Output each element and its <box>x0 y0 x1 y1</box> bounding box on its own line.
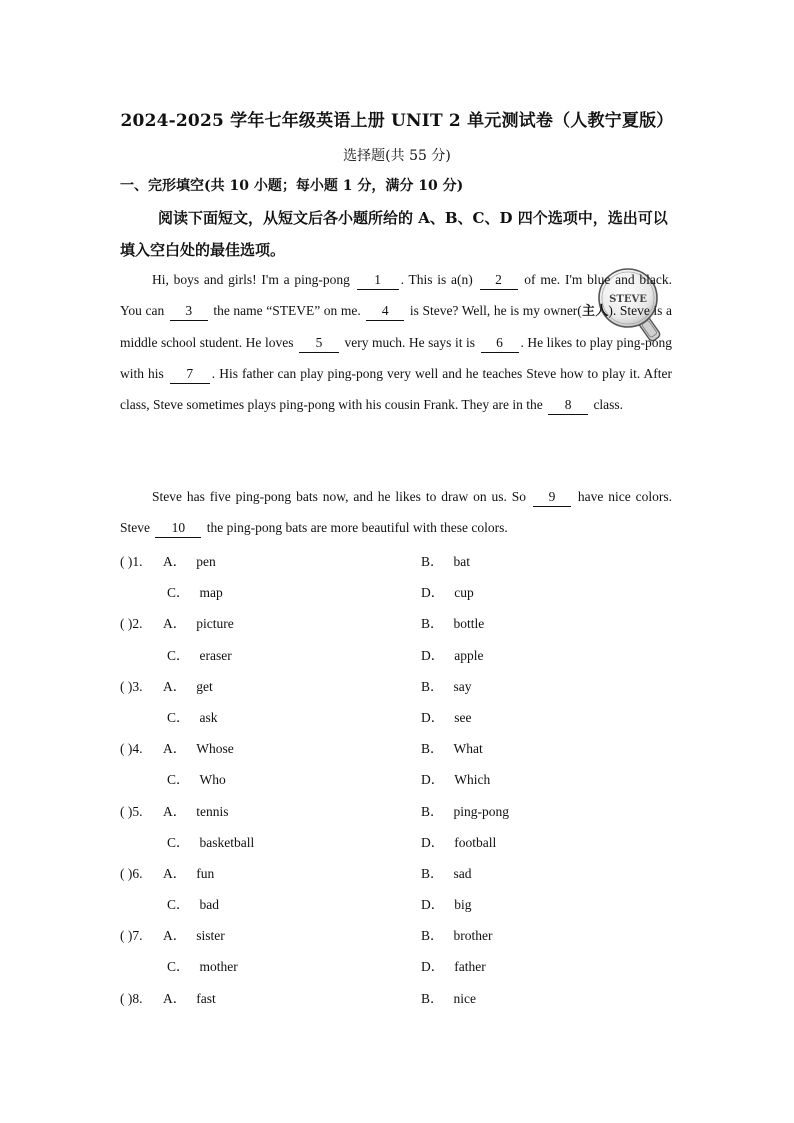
passage-text: Hi, boys and girls! I'm a ping-pong <box>152 272 355 287</box>
passage-text: is Steve? Well, he is my owner( <box>406 303 582 318</box>
option-c[interactable] <box>167 640 232 671</box>
option-text: picture <box>196 616 234 632</box>
option-text: apple <box>454 647 484 663</box>
option-text: say <box>453 678 472 694</box>
passage-text: ). Steve is a middle school student. He loves <box>120 303 672 350</box>
option-label: D． <box>421 709 445 725</box>
option-label: A． <box>163 678 187 694</box>
option-label: D． <box>421 585 445 601</box>
blank-9: 9 <box>533 488 571 507</box>
option-label: B． <box>421 741 444 757</box>
option-b[interactable] <box>421 858 472 889</box>
option-text: tennis <box>196 803 229 819</box>
option-b[interactable] <box>421 920 493 951</box>
owner-chinese-gloss: 主人 <box>581 304 609 319</box>
instructions: 阅读下面短文，从短文后各小题所给的 A、B、C、D 四个选项中，选出可以填入空白处的最佳选项。 <box>120 209 668 259</box>
option-text: Who <box>199 772 226 788</box>
blank-10: 10 <box>155 519 201 538</box>
option-text: bad <box>199 897 220 913</box>
option-d[interactable] <box>421 702 472 733</box>
option-label: B． <box>421 990 444 1006</box>
option-label: D． <box>421 959 445 975</box>
passage-text: the name “STEVE” on me. <box>209 303 365 318</box>
question-row <box>120 796 680 827</box>
option-c[interactable] <box>167 764 226 795</box>
passage-text: have nice colors. Steve <box>120 489 672 535</box>
option-label: C． <box>167 897 190 913</box>
passage-text: of me. I'm blue and black. You can <box>120 272 672 318</box>
option-b[interactable] <box>421 546 470 577</box>
paddle-label: STEVE <box>609 294 647 305</box>
option-a[interactable] <box>163 671 213 702</box>
option-label: C． <box>167 772 190 788</box>
option-a[interactable] <box>163 983 216 1014</box>
option-b[interactable] <box>421 733 483 764</box>
option-text: sister <box>196 928 225 944</box>
option-label: A． <box>163 554 187 569</box>
option-text: sad <box>453 865 472 881</box>
question-number: ( )5. <box>120 803 143 819</box>
blank-6: 6 <box>481 334 519 353</box>
option-c[interactable] <box>167 827 254 858</box>
passage-text: . This is a(n) <box>400 272 478 287</box>
option-text: Which <box>454 772 491 788</box>
option-label: C． <box>167 647 190 663</box>
option-text: What <box>453 741 483 757</box>
option-label: D． <box>421 897 445 913</box>
blank-1: 1 <box>357 271 399 290</box>
option-label: A． <box>163 741 187 757</box>
passage-text: . His father can play ping-pong very well and he teaches Steve how to play it. After class, Steve sometimes plays ping-pong with his cousin Frank. They are in the <box>120 366 672 412</box>
option-text: bat <box>453 554 471 569</box>
blank-7: 7 <box>170 365 210 384</box>
question-row <box>120 608 680 639</box>
option-label: A． <box>163 865 187 881</box>
option-d[interactable] <box>421 827 496 858</box>
option-d[interactable] <box>421 889 472 920</box>
option-c[interactable] <box>167 577 223 608</box>
passage-text: Steve has five ping-pong bats now, and he likes to draw on us. So <box>152 489 531 504</box>
question-number: ( )1. <box>120 554 143 569</box>
option-label: B． <box>421 554 444 569</box>
blank-8: 8 <box>548 396 588 415</box>
option-text: bottle <box>453 616 485 632</box>
question-row <box>120 764 680 795</box>
blank-3: 3 <box>170 302 208 321</box>
option-label: C． <box>167 709 190 725</box>
option-b[interactable] <box>421 671 472 702</box>
question-number: ( )2. <box>120 616 143 632</box>
blank-5: 5 <box>299 334 339 353</box>
passage-text: the ping-pong bats are more beautiful with these colors. <box>203 520 508 535</box>
passage-paragraph-2 <box>120 481 672 543</box>
option-text: cup <box>454 585 474 601</box>
option-text: nice <box>453 990 477 1006</box>
question-number: ( )6. <box>120 865 143 881</box>
question-number: ( )8. <box>120 990 143 1006</box>
question-row <box>120 920 680 951</box>
option-text: ping-pong <box>453 803 510 819</box>
question-number: ( )7. <box>120 928 143 944</box>
option-text: Whose <box>196 741 234 757</box>
option-text: see <box>454 709 472 725</box>
option-text: ask <box>199 709 218 725</box>
option-label: B． <box>421 616 444 632</box>
option-label: C． <box>167 834 190 850</box>
option-text: football <box>454 834 497 850</box>
question-row <box>120 577 680 608</box>
option-d[interactable] <box>421 951 486 982</box>
option-text: brother <box>453 928 493 944</box>
question-row <box>120 827 680 858</box>
question-row <box>120 983 680 1014</box>
passage-text: . He likes to play ping-pong with his <box>120 335 672 381</box>
option-text: big <box>454 897 472 913</box>
question-list <box>120 546 680 1014</box>
option-label: D． <box>421 772 445 788</box>
question-row <box>120 702 680 733</box>
question-row <box>120 858 680 889</box>
option-b[interactable] <box>421 796 509 827</box>
page-title: 2024-2025 学年七年级英语上册 UNIT 2 单元测试卷（人教宁夏版） <box>120 111 674 131</box>
option-d[interactable] <box>421 577 474 608</box>
question-row <box>120 671 680 702</box>
question-number: ( )4. <box>120 741 143 757</box>
option-text: eraser <box>199 647 232 663</box>
option-b[interactable] <box>421 983 476 1014</box>
question-row <box>120 951 680 982</box>
option-text: mother <box>199 959 238 975</box>
option-text: pen <box>196 554 216 569</box>
option-label: B． <box>421 928 444 944</box>
question-row <box>120 889 680 920</box>
option-label: B． <box>421 678 444 694</box>
passage-text: very much. He says it is <box>340 335 479 350</box>
option-label: A． <box>163 990 187 1006</box>
option-b[interactable] <box>421 608 484 639</box>
option-a[interactable] <box>163 920 225 951</box>
option-text: fun <box>196 865 215 881</box>
option-a[interactable] <box>163 546 216 577</box>
option-a[interactable] <box>163 733 234 764</box>
page-subtitle: 选择题(共 55 分) <box>343 148 451 164</box>
option-a[interactable] <box>163 858 214 889</box>
option-label: D． <box>421 647 445 663</box>
option-text: father <box>454 959 486 975</box>
option-label: C． <box>167 585 190 601</box>
option-a[interactable] <box>163 608 234 639</box>
option-d[interactable] <box>421 764 490 795</box>
option-c[interactable] <box>167 951 238 982</box>
option-label: C． <box>167 959 190 975</box>
option-label: D． <box>421 834 445 850</box>
question-row <box>120 640 680 671</box>
option-a[interactable] <box>163 796 229 827</box>
question-row <box>120 733 680 764</box>
section-heading: 一、完形填空(共 10 小题；每小题 1 分，满分 10 分) <box>120 178 464 194</box>
option-label: B． <box>421 865 444 881</box>
option-label: A． <box>163 616 187 632</box>
option-text: map <box>199 585 223 601</box>
blank-4: 4 <box>366 302 404 321</box>
option-d[interactable] <box>421 640 484 671</box>
option-label: A． <box>163 803 187 819</box>
blank-2: 2 <box>480 271 518 290</box>
question-number: ( )3. <box>120 678 143 694</box>
passage-text: class. <box>590 397 624 412</box>
option-label: A． <box>163 928 187 944</box>
option-text: basketball <box>199 834 255 850</box>
option-c[interactable] <box>167 702 218 733</box>
option-c[interactable] <box>167 889 219 920</box>
question-row <box>120 546 680 577</box>
passage-paragraph-1 <box>120 264 672 420</box>
option-text: get <box>196 678 213 694</box>
option-text: fast <box>196 990 216 1006</box>
option-label: B． <box>421 803 444 819</box>
